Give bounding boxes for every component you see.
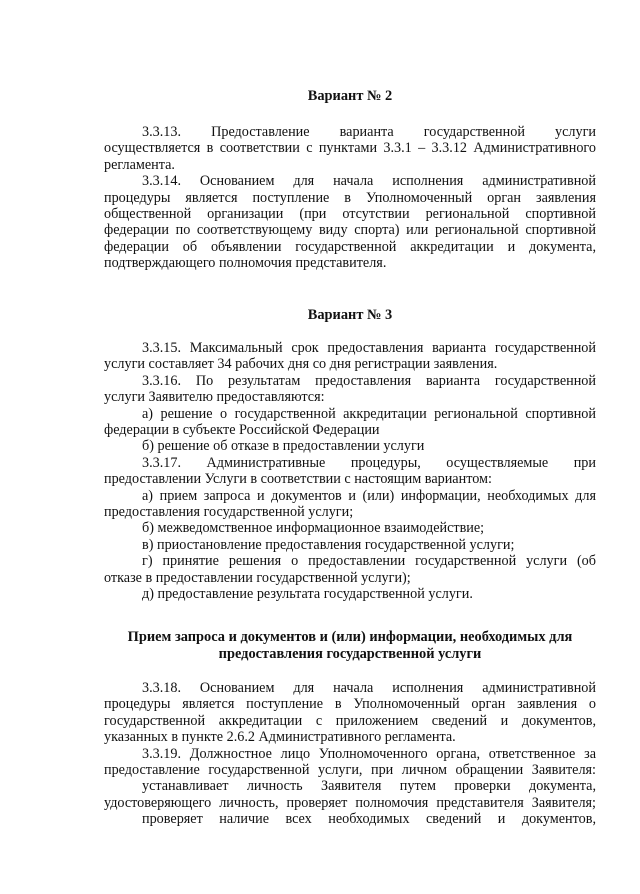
- section-heading-line-1: Прием запроса и документов и (или) информации, необходимых для: [127, 629, 573, 645]
- text-line: г) принятие решения о предоставлении государственной услуги (об: [142, 553, 596, 570]
- text-line: 3.3.15. Максимальный срок предоставления варианта государственной: [142, 340, 596, 356]
- section-heading-line-2: предоставления государственной услуги: [218, 646, 482, 662]
- text-line: б) межведомственное информационное взаимодействие;: [142, 520, 485, 537]
- text-line: подтверждающего полномочия представителя.: [104, 255, 387, 272]
- text-line: государственной аккредитации с приложением сведений и документов,: [104, 712, 596, 729]
- text-line: общественной организации (при отсутствии региональной спортивной: [104, 206, 596, 223]
- text-line: д) предоставление результата государственной услуги.: [142, 586, 473, 603]
- text-line: в) приостановление предоставления государственной услуги;: [142, 536, 515, 553]
- text-line: указанных в пункте 2.6.2 Административного регламента.: [104, 729, 456, 746]
- text-line: 3.3.18. Основанием для начала исполнения административной: [142, 680, 596, 696]
- text-line: федерации в субъекте Российской Федерации: [104, 422, 380, 439]
- text-line: б) решение об отказе в предоставлении услуги: [142, 438, 425, 455]
- text-line: процедуры является поступление в Уполномоченный орган заявления: [104, 189, 596, 206]
- text-line: регламента.: [104, 156, 175, 173]
- heading-variant-3: Вариант № 3: [307, 307, 393, 323]
- text-line: федерации об объявлении государственной аккредитации и документа,: [104, 238, 596, 255]
- heading-variant-2: Вариант № 2: [307, 88, 393, 104]
- text-block-variant-3: [104, 340, 596, 603]
- text-line: отказе в предоставлении государственной услуги);: [104, 569, 411, 586]
- text-line: предоставление государственной услуги, при личном обращении Заявителя:: [104, 762, 596, 779]
- text-block-variant-2: [104, 124, 596, 272]
- text-line: проверяет наличие всех необходимых сведений и документов,: [142, 811, 596, 828]
- text-line: 3.3.16. По результатам предоставления варианта государственной: [142, 372, 596, 389]
- text-line: удостоверяющего личность, проверяет полномочия представителя Заявителя;: [104, 794, 596, 811]
- text-line: 3.3.19. Должностное лицо Уполномоченного органа, ответственное за: [142, 745, 596, 762]
- text-line: услуги Заявителю предоставляются:: [104, 389, 325, 406]
- text-line: 3.3.13. Предоставление варианта государственной услуги: [142, 124, 596, 140]
- text-line: услуги составляет 34 рабочих дня со дня регистрации заявления.: [104, 356, 498, 373]
- text-line: осуществляется в соответствии с пунктами 3.3.1 – 3.3.12 Административного: [104, 140, 596, 157]
- text-block-section: [104, 680, 596, 828]
- text-line: процедуры является поступление в Уполномоченный орган заявления о: [104, 696, 596, 713]
- text-line: предоставления государственной услуги;: [104, 504, 354, 521]
- text-line: предоставлении Услуги в соответствии с настоящим вариантом:: [104, 471, 492, 488]
- text-line: а) прием запроса и документов и (или) информации, необходимых для: [142, 487, 596, 504]
- text-line: 3.3.17. Административные процедуры, осуществляемые при: [142, 454, 596, 471]
- text-line: а) решение о государственной аккредитации региональной спортивной: [142, 405, 596, 422]
- text-line: федерации по соответствующему виду спорта) или региональной спортивной: [104, 222, 596, 239]
- text-line: 3.3.14. Основанием для начала исполнения административной: [142, 173, 596, 190]
- text-line: устанавливает личность Заявителя путем проверки документа,: [142, 778, 596, 795]
